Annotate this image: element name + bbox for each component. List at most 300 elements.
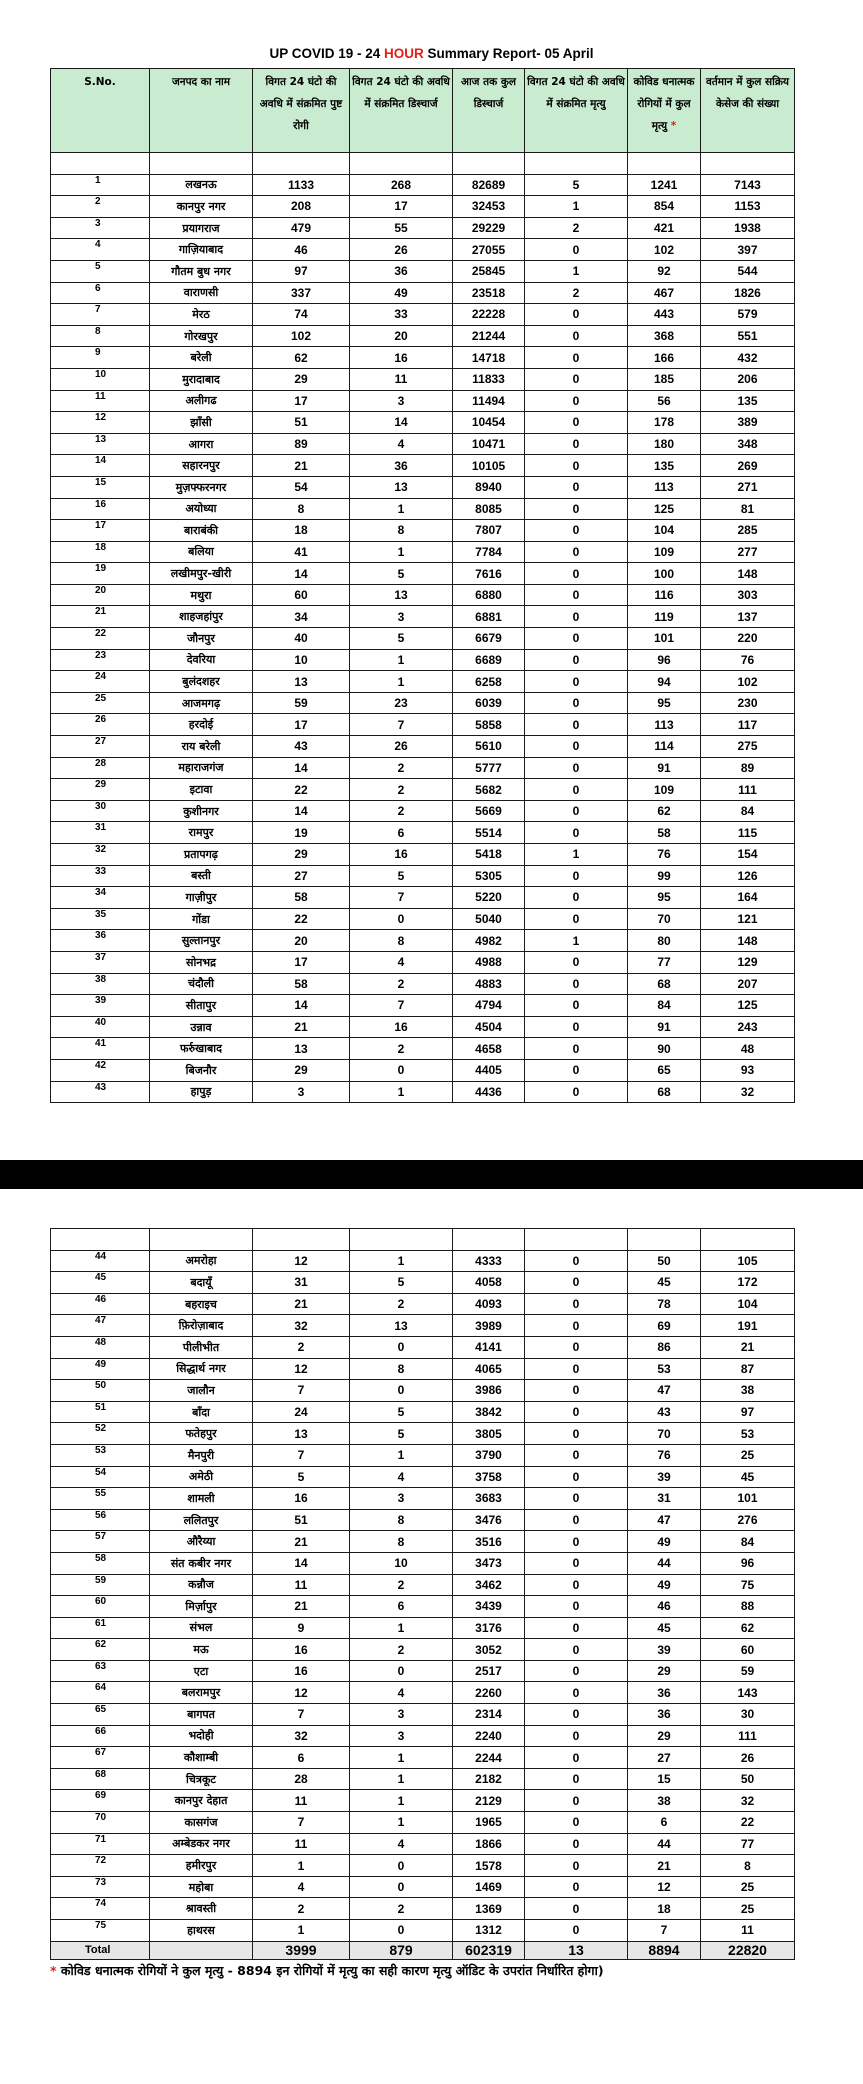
cell-active: 11	[701, 1920, 795, 1942]
cell-sno: 32	[51, 844, 150, 866]
cell-deaths: 0	[525, 1531, 628, 1553]
cell-total-deaths: 109	[628, 779, 701, 801]
cell-district: सहारनपुर	[150, 455, 253, 477]
cell-discharged: 0	[350, 908, 453, 930]
cell-sno: 59	[51, 1574, 150, 1596]
cell-positive: 11	[253, 1790, 350, 1812]
cell-positive: 5	[253, 1466, 350, 1488]
cell-active: 148	[701, 563, 795, 585]
cell-deaths: 0	[525, 1768, 628, 1790]
table-row	[51, 368, 795, 390]
cell-deaths: 5	[525, 174, 628, 196]
cell-deaths: 1	[525, 196, 628, 218]
cell-active: 77	[701, 1833, 795, 1855]
cell-district: प्रयागराज	[150, 217, 253, 239]
cell-deaths: 0	[525, 757, 628, 779]
cell-district: गाज़ीपुर	[150, 887, 253, 909]
table-row	[51, 1250, 795, 1272]
cell-total-discharged: 3516	[453, 1531, 525, 1553]
cell-positive: 102	[253, 325, 350, 347]
cell-discharged: 0	[350, 1380, 453, 1402]
cell-district: इटावा	[150, 779, 253, 801]
cell-total-discharged: 10454	[453, 412, 525, 434]
cell-deaths: 0	[525, 1509, 628, 1531]
cell-total-discharged: 6689	[453, 649, 525, 671]
cell-district: झाँसी	[150, 412, 253, 434]
cell-total-discharged: 4794	[453, 995, 525, 1017]
cell-total-discharged: 6880	[453, 584, 525, 606]
cell-discharged: 10	[350, 1552, 453, 1574]
table-row	[51, 563, 795, 585]
cell-total-discharged: 11494	[453, 390, 525, 412]
cell-deaths: 0	[525, 1016, 628, 1038]
cell-deaths: 0	[525, 498, 628, 520]
table-row	[51, 1682, 795, 1704]
spacer-row	[51, 1229, 795, 1251]
table-row	[51, 1531, 795, 1553]
table-row	[51, 1444, 795, 1466]
cell-sno: 55	[51, 1488, 150, 1510]
table-row	[51, 433, 795, 455]
cell-sno: 40	[51, 1016, 150, 1038]
header-active: वर्तमान में कुल सक्रिय केसेज की संख्या	[701, 69, 795, 153]
table-row	[51, 282, 795, 304]
cell-active: 102	[701, 671, 795, 693]
spacer-cell	[628, 153, 701, 175]
cell-active: 397	[701, 239, 795, 261]
cell-deaths: 0	[525, 1488, 628, 1510]
cell-total-discharged: 82689	[453, 174, 525, 196]
cell-active: 50	[701, 1768, 795, 1790]
cell-total-discharged: 4058	[453, 1272, 525, 1294]
table-row	[51, 584, 795, 606]
cell-positive: 1	[253, 1855, 350, 1877]
cell-district: महोबा	[150, 1876, 253, 1898]
cell-total-deaths: 166	[628, 347, 701, 369]
cell-deaths: 0	[525, 1898, 628, 1920]
table-row	[51, 1358, 795, 1380]
cell-discharged: 2	[350, 1574, 453, 1596]
cell-total-discharged: 10105	[453, 455, 525, 477]
cell-total-discharged: 5669	[453, 800, 525, 822]
cell-positive: 32	[253, 1725, 350, 1747]
cell-deaths: 0	[525, 325, 628, 347]
cell-district: मथुरा	[150, 584, 253, 606]
cell-district: बस्ती	[150, 865, 253, 887]
cell-positive: 18	[253, 520, 350, 542]
table-row	[51, 196, 795, 218]
cell-active: 579	[701, 304, 795, 326]
cell-deaths: 0	[525, 1682, 628, 1704]
cell-total-deaths: 6	[628, 1812, 701, 1834]
cell-discharged: 13	[350, 1315, 453, 1337]
cell-total-discharged: 4988	[453, 951, 525, 973]
cell-district: बिजनौर	[150, 1059, 253, 1081]
cell-deaths: 0	[525, 368, 628, 390]
cell-discharged: 16	[350, 347, 453, 369]
cell-district: मिर्ज़ापुर	[150, 1596, 253, 1618]
cell-deaths: 0	[525, 1725, 628, 1747]
cell-deaths: 0	[525, 1833, 628, 1855]
spacer-cell	[51, 1229, 150, 1251]
cell-discharged: 3	[350, 1488, 453, 1510]
report-title	[0, 46, 863, 61]
table-row	[51, 1596, 795, 1618]
cell-sno: 36	[51, 930, 150, 952]
cell-sno: 6	[51, 282, 150, 304]
cell-discharged: 3	[350, 1725, 453, 1747]
cell-sno: 29	[51, 779, 150, 801]
table-row	[51, 217, 795, 239]
cell-deaths: 0	[525, 1552, 628, 1574]
cell-total-deaths: 69	[628, 1315, 701, 1337]
cell-positive: 7	[253, 1444, 350, 1466]
cell-total-discharged: 5777	[453, 757, 525, 779]
cell-total-deaths: 80	[628, 930, 701, 952]
table-row	[51, 239, 795, 261]
cell-deaths: 0	[525, 606, 628, 628]
cell-total-discharged: 3439	[453, 1596, 525, 1618]
cell-positive: 11	[253, 1574, 350, 1596]
cell-total-deaths: 7	[628, 1920, 701, 1942]
cell-district: चित्रकूट	[150, 1768, 253, 1790]
cell-district: अमरोहा	[150, 1250, 253, 1272]
cell-sno: 25	[51, 692, 150, 714]
spacer-cell	[525, 153, 628, 175]
cell-active: 32	[701, 1081, 795, 1103]
cell-sno: 5	[51, 260, 150, 282]
cell-active: 81	[701, 498, 795, 520]
spacer-cell	[150, 153, 253, 175]
cell-positive: 2	[253, 1336, 350, 1358]
cell-total-discharged: 7616	[453, 563, 525, 585]
cell-discharged: 33	[350, 304, 453, 326]
cell-deaths: 0	[525, 887, 628, 909]
cell-sno: 66	[51, 1725, 150, 1747]
cell-total-deaths: 100	[628, 563, 701, 585]
cell-total-discharged: 6258	[453, 671, 525, 693]
cell-discharged: 1	[350, 649, 453, 671]
table-row	[51, 304, 795, 326]
cell-discharged: 7	[350, 887, 453, 909]
cell-deaths: 0	[525, 347, 628, 369]
cell-district: अम्बेडकर नगर	[150, 1833, 253, 1855]
cell-positive: 29	[253, 1059, 350, 1081]
cell-sno: 21	[51, 606, 150, 628]
cell-sno: 12	[51, 412, 150, 434]
cell-deaths: 0	[525, 822, 628, 844]
table-row	[51, 1336, 795, 1358]
cell-total-deaths: 467	[628, 282, 701, 304]
table-row	[51, 844, 795, 866]
cell-sno: 27	[51, 736, 150, 758]
table-row	[51, 1876, 795, 1898]
cell-discharged: 26	[350, 239, 453, 261]
cell-total-discharged: 3758	[453, 1466, 525, 1488]
header-deaths: विगत 24 घंटो की अवधि में संक्रमित मृत्यु	[525, 69, 628, 153]
cell-district: औरैय्या	[150, 1531, 253, 1553]
spacer-cell	[453, 1229, 525, 1251]
table-row	[51, 887, 795, 909]
cell-deaths: 0	[525, 1038, 628, 1060]
cell-total-deaths: 90	[628, 1038, 701, 1060]
cell-sno: 63	[51, 1660, 150, 1682]
cell-positive: 27	[253, 865, 350, 887]
header-positive: विगत 24 घंटो की अवधि में संक्रमित पुष्ट रोगी	[253, 69, 350, 153]
cell-total-deaths: 854	[628, 196, 701, 218]
cell-total-discharged: 2182	[453, 1768, 525, 1790]
cell-district: मुरादाबाद	[150, 368, 253, 390]
cell-total-deaths: 101	[628, 628, 701, 650]
cell-sno: 61	[51, 1617, 150, 1639]
cell-active: 26	[701, 1747, 795, 1769]
cell-positive: 8	[253, 498, 350, 520]
cell-positive: 62	[253, 347, 350, 369]
cell-district: बलिया	[150, 541, 253, 563]
spacer-row	[51, 153, 795, 175]
cell-sno: 67	[51, 1747, 150, 1769]
cell-positive: 22	[253, 779, 350, 801]
table-row	[51, 476, 795, 498]
cell-positive: 29	[253, 844, 350, 866]
cell-district: मेरठ	[150, 304, 253, 326]
cell-sno: 7	[51, 304, 150, 326]
cell-positive: 337	[253, 282, 350, 304]
cell-total-deaths: 1241	[628, 174, 701, 196]
cell-positive: 24	[253, 1401, 350, 1423]
cell-discharged: 4	[350, 1833, 453, 1855]
cell-active: 111	[701, 779, 795, 801]
total-active: 22820	[701, 1941, 795, 1959]
cell-district: अलीगढ	[150, 390, 253, 412]
cell-active: 105	[701, 1250, 795, 1272]
table-row	[51, 1855, 795, 1877]
cell-total-discharged: 10471	[453, 433, 525, 455]
table-row	[51, 1920, 795, 1942]
cell-deaths: 0	[525, 692, 628, 714]
cell-district: बदायूँ	[150, 1272, 253, 1294]
cell-discharged: 0	[350, 1876, 453, 1898]
cell-discharged: 2	[350, 800, 453, 822]
cell-discharged: 1	[350, 1444, 453, 1466]
cell-active: 135	[701, 390, 795, 412]
cell-deaths: 0	[525, 1617, 628, 1639]
cell-total-discharged: 2240	[453, 1725, 525, 1747]
cell-total-deaths: 113	[628, 476, 701, 498]
cell-discharged: 1	[350, 541, 453, 563]
cell-discharged: 26	[350, 736, 453, 758]
header-row	[51, 69, 795, 153]
cell-active: 275	[701, 736, 795, 758]
header-sno: S.No.	[51, 69, 150, 153]
cell-district: गोंडा	[150, 908, 253, 930]
cell-district: सुल्तानपुर	[150, 930, 253, 952]
cell-district: गोरखपुर	[150, 325, 253, 347]
cell-total-deaths: 39	[628, 1639, 701, 1661]
table-row	[51, 1488, 795, 1510]
table-row	[51, 1315, 795, 1337]
cell-district: हरदोई	[150, 714, 253, 736]
cell-district: गौतम बुध नगर	[150, 260, 253, 282]
total-total-deaths: 8894	[628, 1941, 701, 1959]
cell-sno: 8	[51, 325, 150, 347]
cell-total-deaths: 185	[628, 368, 701, 390]
cell-active: 191	[701, 1315, 795, 1337]
cell-active: 88	[701, 1596, 795, 1618]
cell-total-discharged: 3790	[453, 1444, 525, 1466]
cell-sno: 19	[51, 563, 150, 585]
cell-deaths: 0	[525, 1272, 628, 1294]
cell-positive: 6	[253, 1747, 350, 1769]
header-district: जनपद का नाम	[150, 69, 253, 153]
cell-sno: 49	[51, 1358, 150, 1380]
cell-sno: 69	[51, 1790, 150, 1812]
cell-deaths: 0	[525, 1401, 628, 1423]
cell-total-deaths: 91	[628, 757, 701, 779]
cell-district: बुलंदशहर	[150, 671, 253, 693]
title-highlight: HOUR	[384, 46, 424, 61]
cell-deaths: 2	[525, 217, 628, 239]
cell-deaths: 0	[525, 1250, 628, 1272]
cell-total-discharged: 22228	[453, 304, 525, 326]
cell-total-deaths: 70	[628, 1423, 701, 1445]
cell-sno: 58	[51, 1552, 150, 1574]
cell-total-deaths: 18	[628, 1898, 701, 1920]
cell-district: राय बरेली	[150, 736, 253, 758]
cell-positive: 21	[253, 1293, 350, 1315]
cell-discharged: 5	[350, 628, 453, 650]
cell-discharged: 1	[350, 1790, 453, 1812]
cell-deaths: 0	[525, 1639, 628, 1661]
table-row	[51, 865, 795, 887]
spacer-cell	[453, 153, 525, 175]
cell-district: फर्रुखाबाद	[150, 1038, 253, 1060]
cell-district: बरेली	[150, 347, 253, 369]
cell-active: 1826	[701, 282, 795, 304]
cell-discharged: 0	[350, 1336, 453, 1358]
cell-total-discharged: 3989	[453, 1315, 525, 1337]
spacer-cell	[350, 153, 453, 175]
cell-positive: 10	[253, 649, 350, 671]
cell-active: 59	[701, 1660, 795, 1682]
cell-deaths: 0	[525, 1596, 628, 1618]
cell-district: बागपत	[150, 1704, 253, 1726]
cell-total-deaths: 53	[628, 1358, 701, 1380]
cell-total-deaths: 114	[628, 736, 701, 758]
cell-discharged: 14	[350, 412, 453, 434]
cell-positive: 14	[253, 800, 350, 822]
table-row	[51, 325, 795, 347]
cell-active: 62	[701, 1617, 795, 1639]
cell-total-discharged: 14718	[453, 347, 525, 369]
cell-total-deaths: 95	[628, 692, 701, 714]
table-row	[51, 1466, 795, 1488]
cell-active: 22	[701, 1812, 795, 1834]
cell-total-discharged: 5858	[453, 714, 525, 736]
cell-active: 48	[701, 1038, 795, 1060]
cell-district: अमेठी	[150, 1466, 253, 1488]
table-body-part1	[51, 153, 795, 1103]
table-body-part2	[51, 1229, 795, 1942]
cell-positive: 32	[253, 1315, 350, 1337]
cell-district: बलरामपुर	[150, 1682, 253, 1704]
spacer-cell	[628, 1229, 701, 1251]
cell-active: 84	[701, 1531, 795, 1553]
cell-total-deaths: 45	[628, 1617, 701, 1639]
cell-total-deaths: 84	[628, 995, 701, 1017]
cell-total-discharged: 11833	[453, 368, 525, 390]
cell-district: बहराइच	[150, 1293, 253, 1315]
cell-deaths: 0	[525, 1336, 628, 1358]
cell-sno: 13	[51, 433, 150, 455]
cell-positive: 14	[253, 995, 350, 1017]
cell-sno: 45	[51, 1272, 150, 1294]
cell-active: 285	[701, 520, 795, 542]
cell-sno: 35	[51, 908, 150, 930]
cell-positive: 17	[253, 390, 350, 412]
spacer-cell	[150, 1229, 253, 1251]
cell-total-discharged: 5305	[453, 865, 525, 887]
cell-deaths: 0	[525, 736, 628, 758]
cell-discharged: 0	[350, 1059, 453, 1081]
cell-active: 551	[701, 325, 795, 347]
cell-active: 87	[701, 1358, 795, 1380]
spacer-cell	[253, 1229, 350, 1251]
cell-deaths: 0	[525, 433, 628, 455]
cell-sno: 26	[51, 714, 150, 736]
cell-sno: 14	[51, 455, 150, 477]
cell-district: लखीमपुर-खीरी	[150, 563, 253, 585]
cell-total-discharged: 8085	[453, 498, 525, 520]
total-discharged: 879	[350, 1941, 453, 1959]
cell-sno: 28	[51, 757, 150, 779]
cell-total-discharged: 4333	[453, 1250, 525, 1272]
cell-sno: 34	[51, 887, 150, 909]
cell-total-deaths: 421	[628, 217, 701, 239]
cell-total-deaths: 96	[628, 649, 701, 671]
cell-active: 137	[701, 606, 795, 628]
summary-table-part1	[50, 68, 795, 1103]
cell-district: हापुड़	[150, 1081, 253, 1103]
cell-sno: 11	[51, 390, 150, 412]
cell-total-deaths: 76	[628, 844, 701, 866]
cell-total-deaths: 119	[628, 606, 701, 628]
separator-band	[0, 1160, 863, 1189]
table-row	[51, 736, 795, 758]
cell-total-deaths: 92	[628, 260, 701, 282]
cell-positive: 9	[253, 1617, 350, 1639]
table-row	[51, 1293, 795, 1315]
table-row	[51, 541, 795, 563]
cell-positive: 54	[253, 476, 350, 498]
cell-total-deaths: 443	[628, 304, 701, 326]
cell-sno: 54	[51, 1466, 150, 1488]
cell-district: पीलीभीत	[150, 1336, 253, 1358]
cell-active: 121	[701, 908, 795, 930]
cell-active: 207	[701, 973, 795, 995]
cell-total-deaths: 135	[628, 455, 701, 477]
cell-positive: 13	[253, 1423, 350, 1445]
table-row	[51, 649, 795, 671]
cell-positive: 11	[253, 1833, 350, 1855]
cell-district: कुशीनगर	[150, 800, 253, 822]
cell-positive: 16	[253, 1488, 350, 1510]
cell-deaths: 0	[525, 1876, 628, 1898]
cell-discharged: 8	[350, 520, 453, 542]
header-total-discharged: आज तक कुल डिस्चार्ज	[453, 69, 525, 153]
cell-active: 25	[701, 1898, 795, 1920]
cell-discharged: 2	[350, 757, 453, 779]
